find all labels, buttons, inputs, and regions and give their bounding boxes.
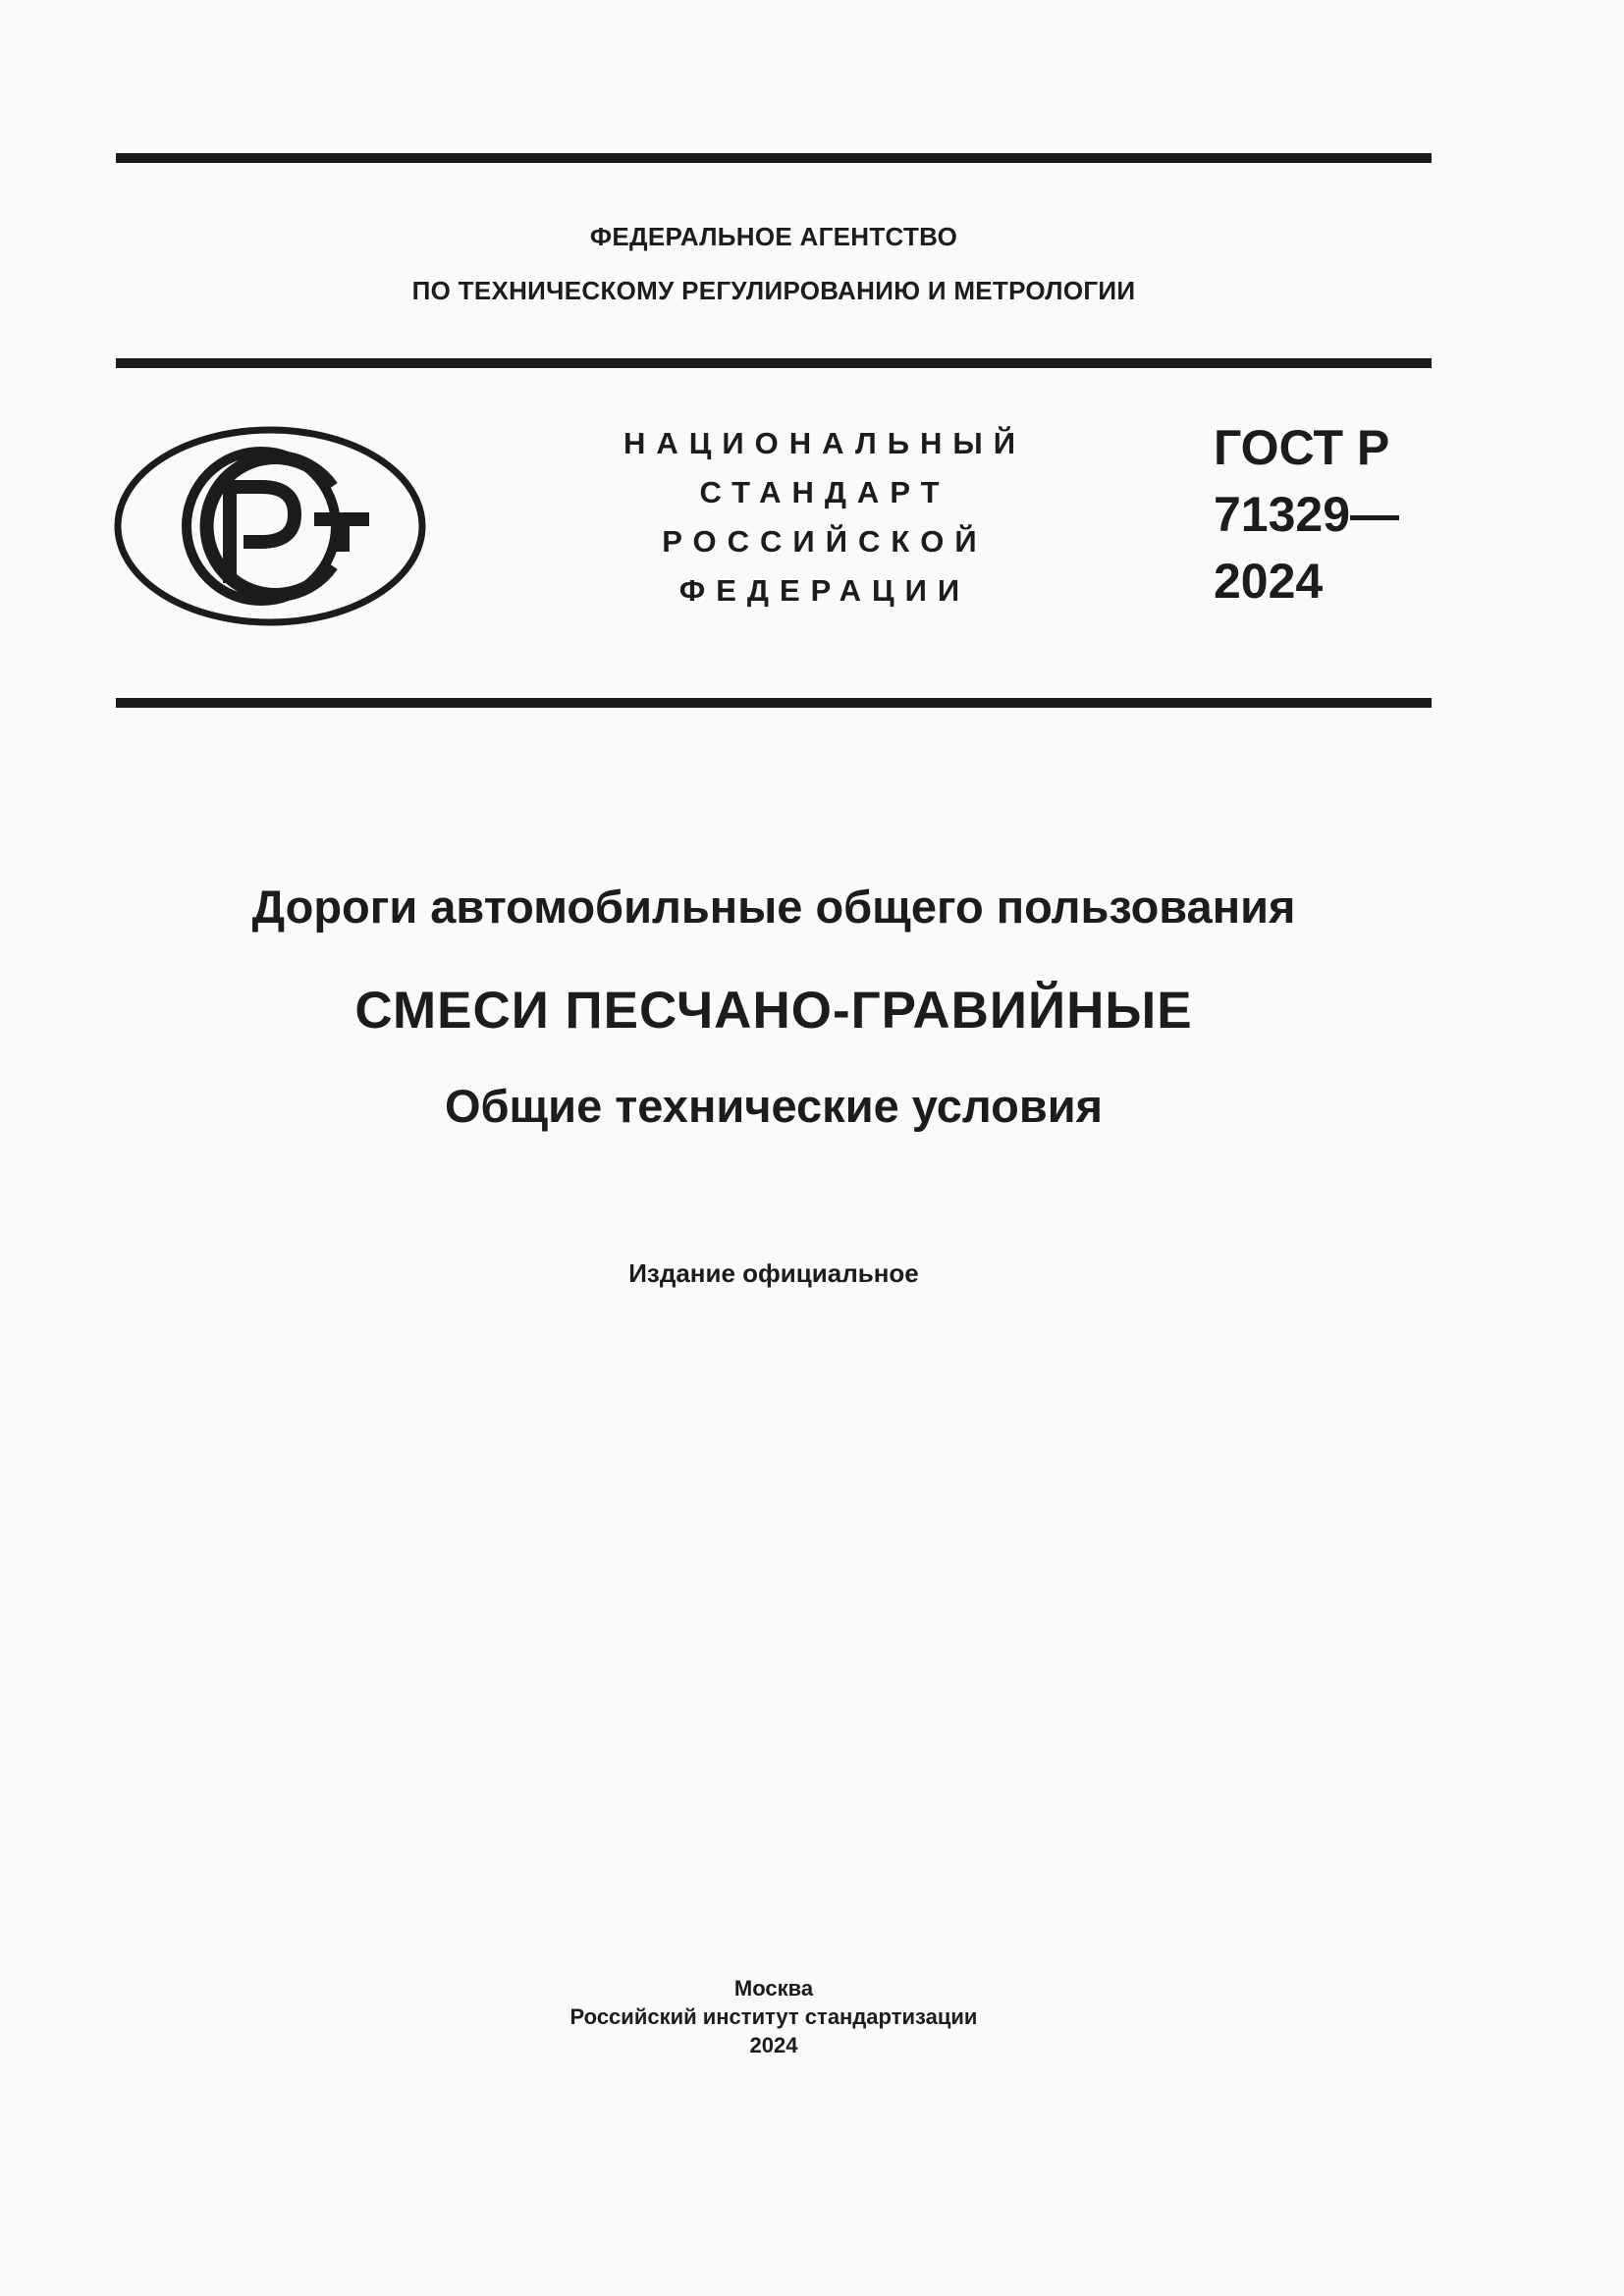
designation-line-3: 2024 xyxy=(1214,554,1324,609)
document-title-main: СМЕСИ ПЕСЧАНО-ГРАВИЙНЫЕ xyxy=(354,982,1193,1040)
agency-name-line-2: ПО ТЕХНИЧЕСКОМУ РЕГУЛИРОВАНИЮ И МЕТРОЛОГИИ xyxy=(411,276,1136,305)
imprint-year: 2024 xyxy=(749,2033,798,2057)
agency-bottom-rule xyxy=(116,358,1432,368)
header-bottom-rule xyxy=(116,698,1432,708)
agency-name-line-1: ФЕДЕРАЛЬНОЕ АГЕНТСТВО xyxy=(589,222,958,251)
edition-label: Издание официальное xyxy=(628,1258,919,1288)
standard-type-line-4: ФЕДЕРАЦИИ xyxy=(678,573,971,608)
imprint xyxy=(116,1974,1432,2059)
standard-type-line-1: НАЦИОНАЛЬНЫЙ xyxy=(623,426,1027,460)
document-title-line-1: Дороги автомобильные общего пользования xyxy=(251,881,1296,933)
standard-designation xyxy=(1214,414,1449,614)
designation-line-1: ГОСТ Р xyxy=(1214,420,1390,475)
standard-type-line-3: РОССИЙСКОЙ xyxy=(662,524,988,559)
standard-type-line-2: СТАНДАРТ xyxy=(699,475,950,509)
top-rule xyxy=(116,153,1432,163)
document-subtitle: Общие технические условия xyxy=(444,1080,1104,1132)
imprint-city: Москва xyxy=(733,1976,814,2001)
designation-line-2: 71329— xyxy=(1214,487,1400,542)
imprint-publisher: Российский институт стандартизации xyxy=(569,2004,978,2029)
rst-logo-icon xyxy=(114,426,426,626)
